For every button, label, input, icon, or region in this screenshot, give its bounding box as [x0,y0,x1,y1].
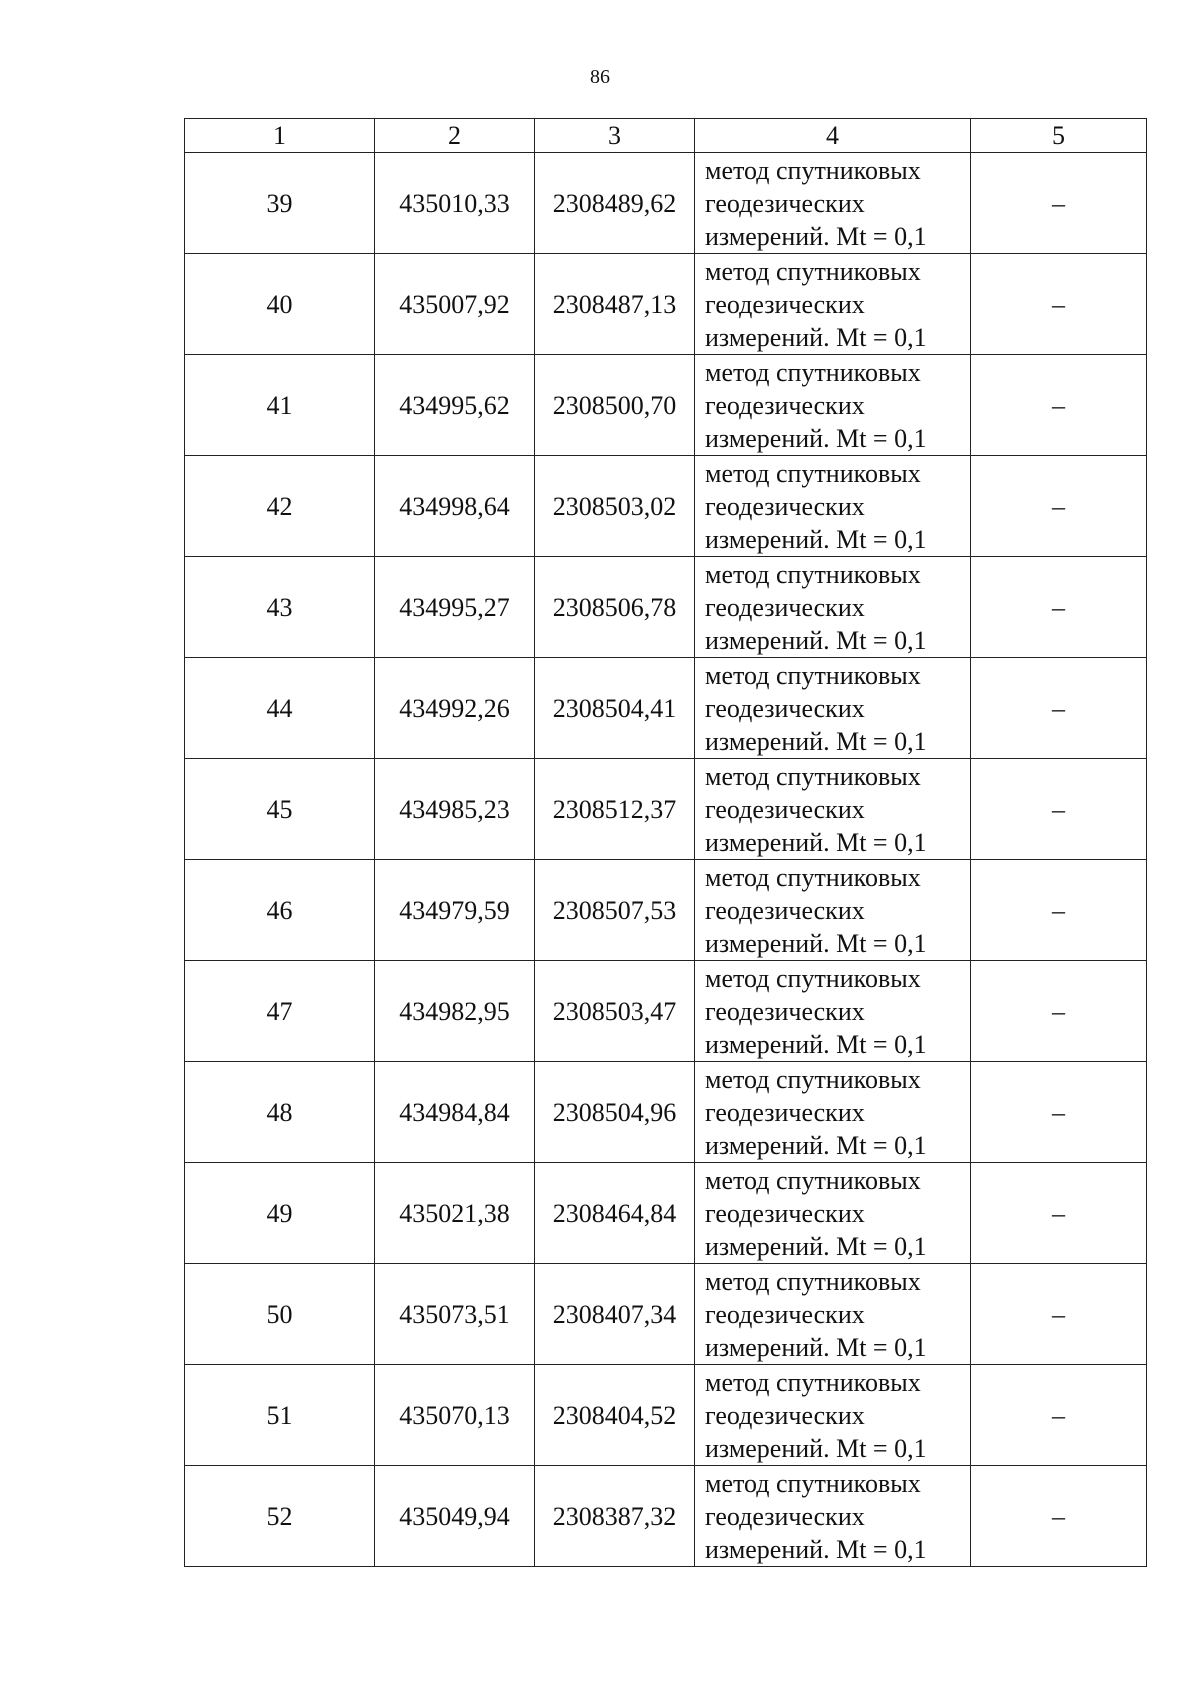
coordinate-y: 2308504,96 [535,1062,695,1163]
method-line-1: метод спутниковых [705,660,921,690]
method-cell [695,860,971,961]
point-number: 51 [185,1365,375,1466]
method-cell [695,658,971,759]
method-cell [695,1466,971,1567]
method-line-2: геодезических [705,491,865,521]
note-cell: – [971,1466,1147,1567]
table-row [185,961,1147,1062]
method-line-1: метод спутниковых [705,559,921,589]
method-cell [695,1062,971,1163]
coordinate-y: 2308387,32 [535,1466,695,1567]
method-line-1: метод спутниковых [705,761,921,791]
method-line-1: метод спутниковых [705,1064,921,1094]
method-line-1: метод спутниковых [705,1468,921,1498]
coordinate-y: 2308507,53 [535,860,695,961]
method-line-2: геодезических [705,289,865,319]
coordinate-y: 2308512,37 [535,759,695,860]
method-line-1: метод спутниковых [705,256,921,286]
note-cell: – [971,153,1147,254]
note-cell: – [971,961,1147,1062]
method-line-2: геодезических [705,188,865,218]
coordinate-x: 435010,33 [375,153,535,254]
method-line-2: геодезических [705,1097,865,1127]
table-body [185,153,1147,1567]
coordinate-x: 434979,59 [375,860,535,961]
header-col-4: 4 [695,119,971,153]
note-cell: – [971,1264,1147,1365]
method-line-3: измерений. Mt = 0,1 [705,726,927,756]
table-row [185,1365,1147,1466]
header-col-1: 1 [185,119,375,153]
method-line-2: геодезических [705,1299,865,1329]
coordinate-y: 2308404,52 [535,1365,695,1466]
method-line-1: метод спутниковых [705,155,921,185]
coordinate-y: 2308504,41 [535,658,695,759]
table-row [185,1062,1147,1163]
coordinate-x: 435021,38 [375,1163,535,1264]
coordinate-x: 434984,84 [375,1062,535,1163]
table-row [185,153,1147,254]
table-row [185,1466,1147,1567]
coordinate-x: 434995,62 [375,355,535,456]
point-number: 40 [185,254,375,355]
method-line-2: геодезических [705,1198,865,1228]
point-number: 49 [185,1163,375,1264]
note-cell: – [971,456,1147,557]
coordinate-x: 435070,13 [375,1365,535,1466]
table-row [185,355,1147,456]
method-line-1: метод спутниковых [705,357,921,387]
method-line-1: метод спутниковых [705,862,921,892]
table-row [185,1264,1147,1365]
table-header [185,119,1147,153]
note-cell: – [971,557,1147,658]
coordinate-y: 2308503,02 [535,456,695,557]
method-line-3: измерений. Mt = 0,1 [705,1332,927,1362]
page-number: 86 [590,66,610,88]
method-line-1: метод спутниковых [705,458,921,488]
coordinate-x: 434992,26 [375,658,535,759]
header-row [185,119,1147,153]
header-col-5: 5 [971,119,1147,153]
coordinate-x: 434995,27 [375,557,535,658]
note-cell: – [971,1062,1147,1163]
method-line-3: измерений. Mt = 0,1 [705,1231,927,1261]
table-row [185,1163,1147,1264]
method-cell [695,456,971,557]
method-line-3: измерений. Mt = 0,1 [705,322,927,352]
method-cell [695,355,971,456]
coordinate-y: 2308506,78 [535,557,695,658]
coordinate-y: 2308503,47 [535,961,695,1062]
method-line-3: измерений. Mt = 0,1 [705,827,927,857]
method-line-2: геодезических [705,592,865,622]
point-number: 47 [185,961,375,1062]
point-number: 44 [185,658,375,759]
note-cell: – [971,355,1147,456]
point-number: 46 [185,860,375,961]
coordinate-y: 2308500,70 [535,355,695,456]
point-number: 43 [185,557,375,658]
coordinate-x: 434982,95 [375,961,535,1062]
method-line-3: измерений. Mt = 0,1 [705,423,927,453]
note-cell: – [971,658,1147,759]
method-cell [695,961,971,1062]
table-row [185,658,1147,759]
method-line-3: измерений. Mt = 0,1 [705,1130,927,1160]
method-line-3: измерений. Mt = 0,1 [705,524,927,554]
coordinate-y: 2308464,84 [535,1163,695,1264]
method-line-3: измерений. Mt = 0,1 [705,625,927,655]
point-number: 42 [185,456,375,557]
table-row [185,557,1147,658]
method-line-3: измерений. Mt = 0,1 [705,1534,927,1564]
method-line-2: геодезических [705,895,865,925]
point-number: 52 [185,1466,375,1567]
method-line-3: измерений. Mt = 0,1 [705,221,927,251]
coordinate-x: 435049,94 [375,1466,535,1567]
method-line-2: геодезических [705,693,865,723]
method-line-2: геодезических [705,1501,865,1531]
table-row [185,860,1147,961]
coordinate-y: 2308487,13 [535,254,695,355]
table-row [185,759,1147,860]
method-cell [695,254,971,355]
method-cell [695,1163,971,1264]
table-row [185,254,1147,355]
note-cell: – [971,860,1147,961]
method-line-2: геодезических [705,996,865,1026]
table-row [185,456,1147,557]
method-line-3: измерений. Mt = 0,1 [705,928,927,958]
coordinate-x: 435073,51 [375,1264,535,1365]
point-number: 48 [185,1062,375,1163]
method-cell [695,759,971,860]
point-number: 41 [185,355,375,456]
method-cell [695,1365,971,1466]
method-cell [695,153,971,254]
coordinate-y: 2308489,62 [535,153,695,254]
note-cell: – [971,1365,1147,1466]
coordinate-x: 435007,92 [375,254,535,355]
method-cell [695,557,971,658]
coordinates-table [184,118,1147,1567]
method-line-3: измерений. Mt = 0,1 [705,1029,927,1059]
method-line-1: метод спутниковых [705,1266,921,1296]
method-line-1: метод спутниковых [705,963,921,993]
method-line-1: метод спутниковых [705,1367,921,1397]
point-number: 39 [185,153,375,254]
point-number: 45 [185,759,375,860]
method-line-2: геодезических [705,390,865,420]
method-line-1: метод спутниковых [705,1165,921,1195]
header-col-2: 2 [375,119,535,153]
method-line-3: измерений. Mt = 0,1 [705,1433,927,1463]
header-col-3: 3 [535,119,695,153]
point-number: 50 [185,1264,375,1365]
coordinate-y: 2308407,34 [535,1264,695,1365]
note-cell: – [971,254,1147,355]
method-line-2: геодезических [705,794,865,824]
note-cell: – [971,1163,1147,1264]
method-line-2: геодезических [705,1400,865,1430]
note-cell: – [971,759,1147,860]
coordinate-x: 434985,23 [375,759,535,860]
method-cell [695,1264,971,1365]
coordinate-x: 434998,64 [375,456,535,557]
